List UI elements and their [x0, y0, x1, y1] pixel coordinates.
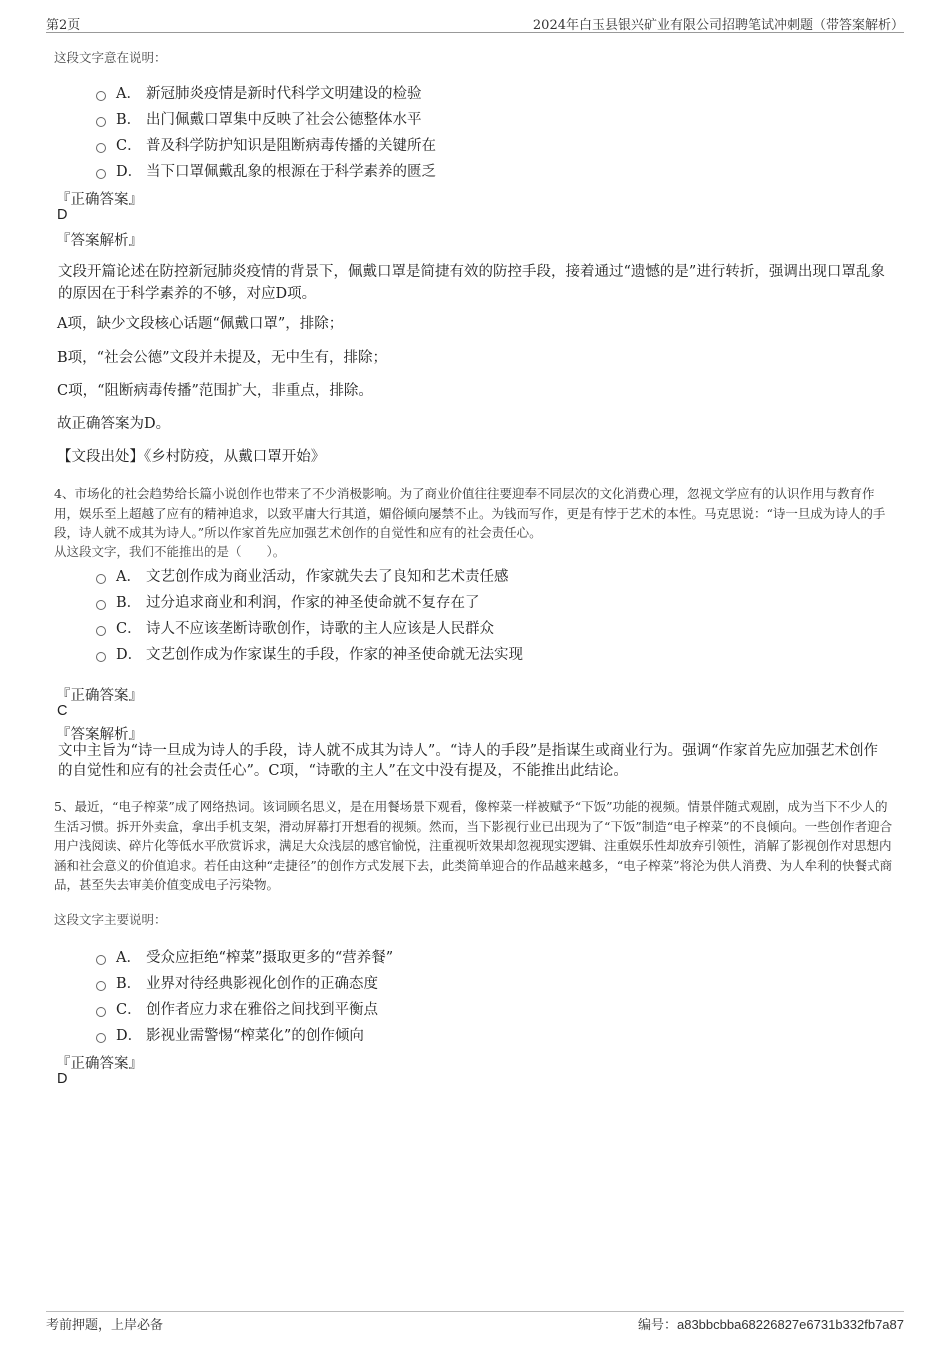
- footer-code: [638, 1314, 904, 1333]
- q4-answer-label: 『正确答案』: [56, 688, 143, 704]
- q3-option-b[interactable]: B． 出门佩戴口罩集中反映了社会公德整体水平: [96, 108, 422, 129]
- q5-option-d[interactable]: D． 影视业需警惕“榨菜化”的创作倾向: [96, 1024, 364, 1045]
- q5-option-a[interactable]: A． 受众应拒绝“榨菜”摄取更多的“营养餐”: [96, 946, 393, 967]
- radio-icon[interactable]: [96, 574, 106, 584]
- q4-question: 从这段文字，我们不能推出的是（ ）。: [54, 544, 286, 559]
- q3-option-c[interactable]: C． 普及科学防护知识是阻断病毒传播的关键所在: [96, 134, 436, 155]
- radio-icon[interactable]: [96, 981, 106, 991]
- q4-stem: 4、市场化的社会趋势给长篇小说创作也带来了不少消极影响。为了商业价值往往要迎奉不同层次的文化消费心理，忽视文学应有的认识作用与教育作用，娱乐至上超越了应有的精神追求，以致平庸大行其道，媚俗倾向屡禁不止。为钱而写作，更是有悖于艺术的本性。马克思说：“诗一旦成为诗人的手段，诗人就不成其为诗人。”所以作家首先应加强艺术创作的自觉性和应有的社会责任心。: [54, 486, 886, 540]
- radio-icon[interactable]: [96, 955, 106, 965]
- header-divider: [46, 32, 904, 33]
- radio-icon[interactable]: [96, 143, 106, 153]
- q4-analysis-label: 『答案解析』: [56, 727, 143, 743]
- q3-answer: D: [57, 207, 68, 223]
- footer-code-value: a83bbcbba68226827e6731b332fb7a87: [676, 1317, 904, 1332]
- q5-stem: 5、最近，“电子榨菜”成了网络热词。该词顾名思义，是在用餐场景下观看，像榨菜一样被赋予“下饭”功能的视频。情景伴随式观剧，成为当下不少人的生活习惯。拆开外卖盒，拿出手机支架，滑动屏幕打开想看的视频。然而，当下影视行业已出现为了“下饭”制造“电子榨菜”的不良倾向。一些创作者迎合用户浅阅读、碎片化等低水平欣赏诉求，满足大众浅层的感官愉悦，注重视听效果却忽视现实逻辑、注重娱乐性却放弃引领性，消解了影视创作对思想内涵和社会意义的价值追求。若任由这种“走捷径”的创作方式发展下去，此类简单迎合的作品越来越多，“电子榨菜”将沦为供人消费、为人牟利的快餐式商品，甚至失去审美价值变成电子污染物。: [54, 799, 893, 892]
- q4-option-d[interactable]: D． 文艺创作成为作家谋生的手段，作家的神圣使命就无法实现: [96, 643, 523, 664]
- q4-option-b[interactable]: B． 过分追求商业和利润，作家的神圣使命就不复存在了: [96, 591, 480, 612]
- document-title: 2024年白玉县银兴矿业有限公司招聘笔试冲刺题（带答案解析）: [532, 18, 904, 33]
- q4-analysis: 文中主旨为“诗一旦成为诗人的手段，诗人就不成其为诗人”。“诗人的手段”是指谋生或商业行为。强调“作家首先应加强艺术创作的自觉性和应有的社会责任心”。C项，“诗歌的主人”在文中没有提及，不能推出此结论。: [58, 743, 879, 779]
- q3-answer-label: 『正确答案』: [56, 192, 143, 208]
- radio-icon[interactable]: [96, 600, 106, 610]
- q3-analysis-b: B项，“社会公德”文段并未提及，无中生有，排除；: [57, 350, 387, 366]
- q5-answer: D: [57, 1071, 68, 1087]
- footer-code-label: 编号：: [637, 1318, 677, 1333]
- q4-answer: C: [57, 703, 68, 719]
- footer-slogan: 考前押题，上岸必备: [46, 1318, 164, 1333]
- q3-option-d[interactable]: D． 当下口罩佩戴乱象的根源在于科学素养的匮乏: [96, 160, 436, 181]
- q4-option-c[interactable]: C． 诗人不应该垄断诗歌创作，诗歌的主人应该是人民群众: [96, 617, 494, 638]
- radio-icon[interactable]: [96, 169, 106, 179]
- q5-question: 这段文字主要说明：: [54, 912, 167, 927]
- q4-option-a[interactable]: A． 文艺创作成为商业活动，作家就失去了良知和艺术责任感: [96, 565, 509, 586]
- page-number: 第2页: [46, 18, 81, 33]
- footer-divider: [46, 1311, 904, 1312]
- radio-icon[interactable]: [96, 626, 106, 636]
- radio-icon[interactable]: [96, 652, 106, 662]
- q3-stem-tail: 这段文字意在说明：: [54, 50, 167, 65]
- radio-icon[interactable]: [96, 117, 106, 127]
- q3-source: 【文段出处】《乡村防疫，从戴口罩开始》: [57, 449, 326, 465]
- q3-analysis-main: 文段开篇论述在防控新冠肺炎疫情的背景下，佩戴口罩是简捷有效的防控手段，接着通过“遗憾的是”进行转折，强调出现口罩乱象的原因在于科学素养的不够，对应D项。: [58, 264, 885, 302]
- radio-icon[interactable]: [96, 1033, 106, 1043]
- radio-icon[interactable]: [96, 1007, 106, 1017]
- q3-analysis-conclusion: 故正确答案为D。: [57, 416, 171, 432]
- q3-option-a[interactable]: A． 新冠肺炎疫情是新时代科学文明建设的检验: [96, 82, 422, 103]
- q3-analysis-c: C项，“阻断病毒传播”范围扩大，非重点，排除。: [57, 383, 373, 399]
- q5-option-b[interactable]: B． 业界对待经典影视化创作的正确态度: [96, 972, 378, 993]
- q3-analysis-label: 『答案解析』: [56, 233, 143, 249]
- q3-analysis-a: A项，缺少文段核心话题“佩戴口罩”，排除；: [57, 316, 344, 332]
- q5-answer-label: 『正确答案』: [56, 1056, 143, 1072]
- radio-icon[interactable]: [96, 91, 106, 101]
- q5-option-c[interactable]: C． 创作者应力求在雅俗之间找到平衡点: [96, 998, 378, 1019]
